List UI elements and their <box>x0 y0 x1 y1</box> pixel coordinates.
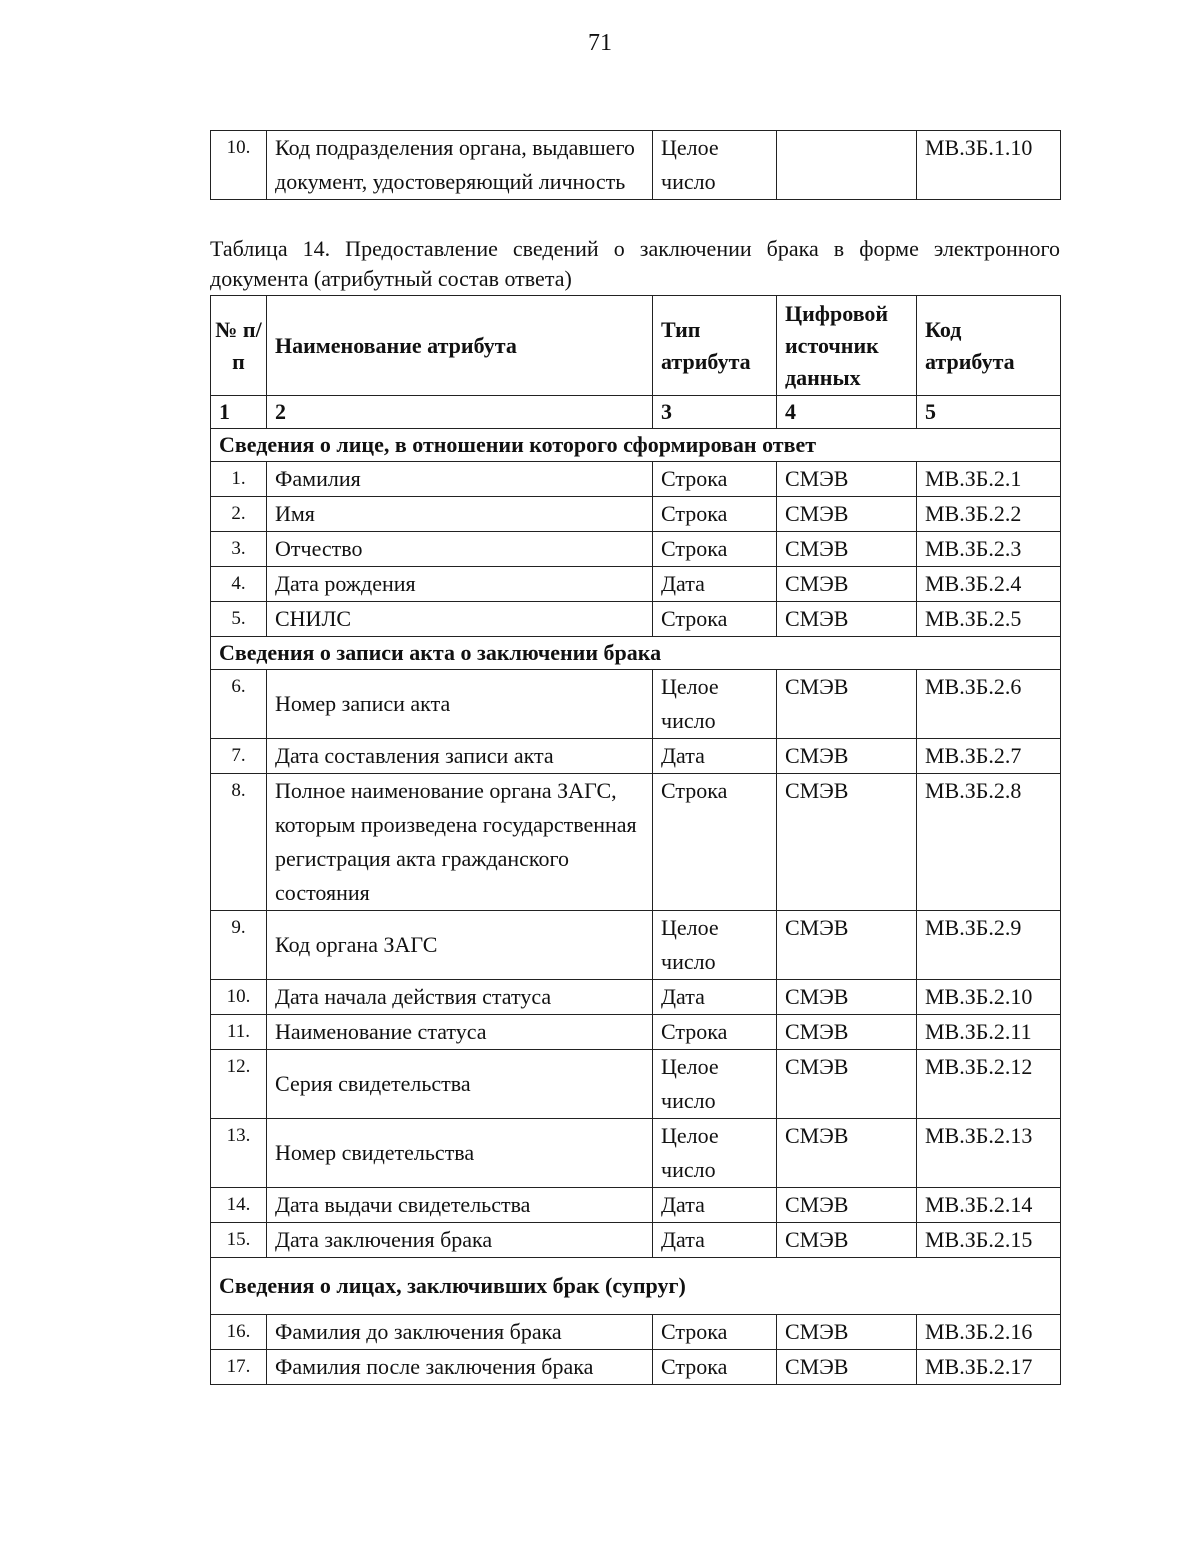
section-heading-row <box>211 429 1061 462</box>
attribute-code: МВ.ЗБ.2.5 <box>917 602 1061 637</box>
attribute-name: Дата начала действия статуса <box>267 980 653 1015</box>
section-heading-row <box>211 637 1061 670</box>
attribute-type: Дата <box>653 567 777 602</box>
row-number: 12. <box>211 1050 267 1119</box>
attribute-code: МВ.ЗБ.2.10 <box>917 980 1061 1015</box>
table-row <box>211 980 1061 1015</box>
header-code: Код атрибута <box>917 296 1061 396</box>
attribute-type: Дата <box>653 1188 777 1223</box>
attribute-name: СНИЛС <box>267 602 653 637</box>
table-row <box>211 497 1061 532</box>
attribute-code: МВ.ЗБ.2.1 <box>917 462 1061 497</box>
row-number: 11. <box>211 1015 267 1050</box>
column-index-row <box>211 396 1061 429</box>
attribute-type: Строка <box>653 462 777 497</box>
row-number: 7. <box>211 739 267 774</box>
attribute-source: СМЭВ <box>777 1119 917 1188</box>
attribute-type: Строка <box>653 774 777 911</box>
attribute-code: МВ.ЗБ.2.9 <box>917 911 1061 980</box>
table-row <box>211 911 1061 980</box>
attribute-source: СМЭВ <box>777 1315 917 1350</box>
attribute-type: Целое число <box>653 1119 777 1188</box>
attribute-source: СМЭВ <box>777 497 917 532</box>
attribute-name: Дата рождения <box>267 567 653 602</box>
attribute-source <box>777 131 917 200</box>
attribute-code: МВ.ЗБ.2.7 <box>917 739 1061 774</box>
row-number: 15. <box>211 1223 267 1258</box>
attribute-code: МВ.ЗБ.2.11 <box>917 1015 1061 1050</box>
attribute-type: Строка <box>653 1015 777 1050</box>
attribute-source: СМЭВ <box>777 567 917 602</box>
attribute-type: Дата <box>653 1223 777 1258</box>
attribute-source: СМЭВ <box>777 980 917 1015</box>
table-row <box>211 567 1061 602</box>
attribute-code: МВ.ЗБ.2.6 <box>917 670 1061 739</box>
section-heading: Сведения о записи акта о заключении брака <box>211 637 1061 670</box>
table-row <box>211 670 1061 739</box>
attribute-code: МВ.ЗБ.2.8 <box>917 774 1061 911</box>
attribute-name: Фамилия после заключения брака <box>267 1350 653 1385</box>
column-index: 2 <box>267 396 653 429</box>
section-heading-row <box>211 1258 1061 1315</box>
row-number: 5. <box>211 602 267 637</box>
attribute-type: Целое число <box>653 911 777 980</box>
header-type: Тип атрибута <box>653 296 777 396</box>
attribute-name: Имя <box>267 497 653 532</box>
attribute-type: Строка <box>653 1350 777 1385</box>
row-number: 1. <box>211 462 267 497</box>
attribute-type: Строка <box>653 497 777 532</box>
table-row <box>211 1350 1061 1385</box>
page-number: 71 <box>588 30 612 56</box>
attribute-name: Дата выдачи свидетельства <box>267 1188 653 1223</box>
attribute-source: СМЭВ <box>777 911 917 980</box>
row-number: 3. <box>211 532 267 567</box>
attribute-name: Наименование статуса <box>267 1015 653 1050</box>
row-number: 14. <box>211 1188 267 1223</box>
section-heading: Сведения о лице, в отношении которого сформирован ответ <box>211 429 1061 462</box>
attribute-source: СМЭВ <box>777 1350 917 1385</box>
column-index: 5 <box>917 396 1061 429</box>
table-row <box>211 739 1061 774</box>
attribute-name: Дата заключения брака <box>267 1223 653 1258</box>
attribute-type: Строка <box>653 602 777 637</box>
table-caption: Таблица 14. Предоставление сведений о заключении брака в форме электронного документа (атрибутный состав ответа) <box>210 236 1060 291</box>
attribute-table <box>210 295 1061 1385</box>
column-index: 3 <box>653 396 777 429</box>
attribute-code: МВ.ЗБ.2.3 <box>917 532 1061 567</box>
table-row <box>211 131 1061 200</box>
table-row <box>211 532 1061 567</box>
attribute-name: Код органа ЗАГС <box>267 911 653 980</box>
row-number: 6. <box>211 670 267 739</box>
table-row <box>211 1015 1061 1050</box>
table-row <box>211 1188 1061 1223</box>
attribute-source: СМЭВ <box>777 532 917 567</box>
attribute-code: МВ.ЗБ.1.10 <box>917 131 1061 200</box>
header-num: № п/п <box>211 296 267 396</box>
attribute-type: Строка <box>653 1315 777 1350</box>
attribute-source: СМЭВ <box>777 1223 917 1258</box>
attribute-name: Фамилия до заключения брака <box>267 1315 653 1350</box>
row-number: 4. <box>211 567 267 602</box>
row-number: 10. <box>211 131 267 200</box>
attribute-type: Целое число <box>653 1050 777 1119</box>
table-row <box>211 774 1061 911</box>
table-row <box>211 1119 1061 1188</box>
attribute-code: МВ.ЗБ.2.16 <box>917 1315 1061 1350</box>
row-number: 8. <box>211 774 267 911</box>
column-index: 4 <box>777 396 917 429</box>
column-index: 1 <box>211 396 267 429</box>
attribute-name: Номер записи акта <box>267 670 653 739</box>
table-row <box>211 602 1061 637</box>
attribute-name: Дата составления записи акта <box>267 739 653 774</box>
table-row <box>211 1315 1061 1350</box>
attribute-code: МВ.ЗБ.2.4 <box>917 567 1061 602</box>
attribute-code: МВ.ЗБ.2.12 <box>917 1050 1061 1119</box>
row-number: 16. <box>211 1315 267 1350</box>
attribute-type: Дата <box>653 739 777 774</box>
attribute-name: Код подразделения органа, выдавшего документ, удостоверяющий личность <box>267 131 653 200</box>
row-number: 2. <box>211 497 267 532</box>
row-number: 9. <box>211 911 267 980</box>
row-number: 13. <box>211 1119 267 1188</box>
attribute-source: СМЭВ <box>777 670 917 739</box>
attribute-type: Дата <box>653 980 777 1015</box>
table-row <box>211 1223 1061 1258</box>
attribute-name: Отчество <box>267 532 653 567</box>
attribute-code: МВ.ЗБ.2.14 <box>917 1188 1061 1223</box>
header-source: Цифровой источник данных <box>777 296 917 396</box>
attribute-name: Полное наименование органа ЗАГС, которым произведена государственная регистрация акта гражданского состояния <box>267 774 653 911</box>
table-row <box>211 462 1061 497</box>
attribute-code: МВ.ЗБ.2.15 <box>917 1223 1061 1258</box>
table-row <box>211 1050 1061 1119</box>
continuation-table <box>210 130 1061 200</box>
table-header-row <box>211 296 1061 396</box>
section-heading: Сведения о лицах, заключивших брак (супруг) <box>211 1258 1061 1315</box>
attribute-type: Целое число <box>653 670 777 739</box>
attribute-code: МВ.ЗБ.2.2 <box>917 497 1061 532</box>
attribute-type: Строка <box>653 532 777 567</box>
row-number: 17. <box>211 1350 267 1385</box>
attribute-name: Фамилия <box>267 462 653 497</box>
attribute-source: СМЭВ <box>777 462 917 497</box>
attribute-source: СМЭВ <box>777 739 917 774</box>
attribute-type: Целое число <box>653 131 777 200</box>
header-name: Наименование атрибута <box>267 296 653 396</box>
attribute-source: СМЭВ <box>777 774 917 911</box>
attribute-source: СМЭВ <box>777 1015 917 1050</box>
attribute-code: МВ.ЗБ.2.13 <box>917 1119 1061 1188</box>
attribute-name: Серия свидетельства <box>267 1050 653 1119</box>
attribute-name: Номер свидетельства <box>267 1119 653 1188</box>
row-number: 10. <box>211 980 267 1015</box>
attribute-source: СМЭВ <box>777 1188 917 1223</box>
attribute-source: СМЭВ <box>777 602 917 637</box>
table-body <box>211 429 1061 1385</box>
attribute-code: МВ.ЗБ.2.17 <box>917 1350 1061 1385</box>
attribute-source: СМЭВ <box>777 1050 917 1119</box>
